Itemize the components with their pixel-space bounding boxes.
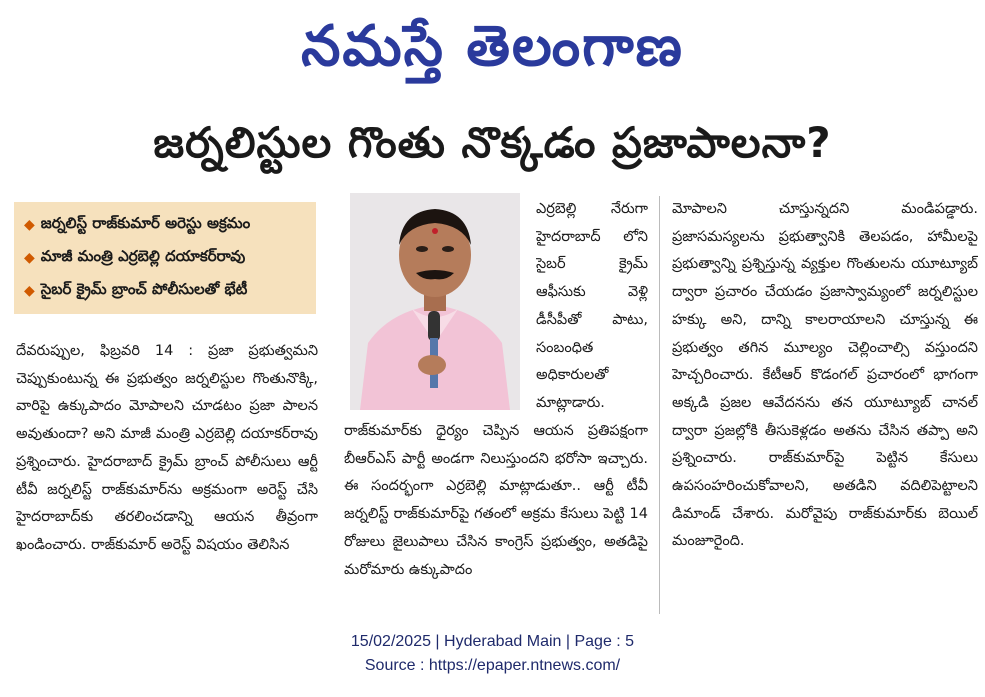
article-photo	[350, 193, 520, 410]
highlights-box	[14, 202, 316, 314]
masthead-title: నమస్తే తెలంగాణ	[301, 14, 684, 79]
highlight-text: సైబర్ క్రైమ్ బ్రాంచ్ పోలీసులతో భేటీ	[40, 279, 248, 298]
source-link[interactable]: Source : https://epaper.ntnews.com/	[364, 657, 621, 674]
bullet-icon: ◆	[24, 216, 35, 233]
bullet-icon: ◆	[24, 249, 35, 266]
article-column-2-bottom: రాజ్‌కుమార్‌కు ధైర్యం చెప్పిన ఆయన ప్రతిపక్షంగా బీఆర్‌ఎస్ పార్టీ అండగా నిలుస్తుందని భరోసా ఇచ్చారు. ఈ సందర్భంగా ఎర్రబెల్లి మాట్లాడుతూ.. ఆర్టీ టీవీ జర్నలిస్ట్ రాజ్‌కుమార్‌పై గతంలో అక్రమ కేసులు పెట్టి 14 రోజులు జైలుపాలు చేసిన కాంగ్రెస్ ప్రభుత్వం, అతడిపై మరోమారు ఉక్కుపాదం	[344, 423, 648, 578]
speaker-photo-icon	[350, 193, 520, 410]
article-column-2-top: ఎర్రబెల్లి నేరుగా హైదరాబాద్ లోని సైబర్ క్రైమ్ ఆఫీసుకు వెళ్లి డీసీపీతో పాటు, సంబంధిత అధికారులతో మాట్లాడారు.	[536, 201, 648, 411]
highlight-item	[14, 274, 316, 307]
highlight-text: మాజీ మంత్రి ఎర్రబెల్లి దయాకర్‌రావు	[40, 246, 246, 265]
article-column-3: మోపాలని చూస్తున్నదని మండిపడ్డారు. ప్రజాసమస్యలను ప్రభుత్వానికి తెలపడం, హామీలపై ప్రభుత్వాన్ని ప్రశ్నిస్తున్న వ్యక్తుల గొంతులను యూట్యూబ్ ద్వారా ప్రచారం చేయడం ప్రజాస్వామ్యంలో జర్నలిస్టుల హక్కు అని, దాన్ని కాలరాయాలని చూస్తున్న ఈ ప్రభుత్వం తగిన మూల్యం చెల్లించాల్సి వస్తుందని హెచ్చరించారు. కేటీఆర్ కొడంగల్ ప్రచారంలో భాగంగా అక్కడి ప్రజల ఆవేదనను తన యూట్యూబ్ చానల్ ద్వారా ప్రజల్లోకి తీసుకెళ్లడం అతను చేసిన తప్పా అని ప్రశ్నించారు. రాజ్‌కుమార్‌పై పెట్టిన కేసులు ఉపసంహరించుకోవాలని, అతడిని వదిలిపెట్టాలని డిమాండ్ చేశారు. మరోవైపు రాజ్‌కుమార్‌కు బెయిల్ మంజూరైంది.	[672, 201, 978, 550]
highlight-item	[14, 208, 316, 241]
column-divider	[659, 196, 660, 614]
article-column-1: దేవరుప్పుల, ఫిబ్రవరి 14 : ప్రజా ప్రభుత్వమని చెప్పుకుంటున్న ఈ ప్రభుత్వం జర్నలిస్టుల గొంతునొక్కి, వారిపై ఉక్కుపాదం మోపాలని చూడటం ప్రజా పాలన అవుతుందా? అని మాజీ మంత్రి ఎర్రబెల్లి దయాకర్‌రావు ప్రశ్నించారు. హైదరాబాద్ క్రైమ్ బ్రాంచ్ పోలీసులు ఆర్టీ టీవీ జర్నలిస్ట్ రాజ్‌కుమార్‌ను అక్రమంగా అరెస్ట్ చేసి హైదరాబాద్‌కు తరలించడాన్ని ఆయన తీవ్రంగా ఖండించారు. రాజ్‌కుమార్ అరెస్ట్ విషయం తెలిసిన	[16, 343, 318, 553]
bullet-icon: ◆	[24, 282, 35, 299]
page-footer	[0, 630, 985, 678]
article-headline: జర్నలిస్టుల గొంతు నొక్కడం ప్రజాపాలనా?	[153, 118, 832, 167]
highlight-text: జర్నలిస్ట్ రాజ్‌కుమార్ అరెస్టు అక్రమం	[40, 213, 251, 232]
edition-info: 15/02/2025 | Hyderabad Main | Page : 5	[350, 633, 635, 650]
highlight-item	[14, 241, 316, 274]
